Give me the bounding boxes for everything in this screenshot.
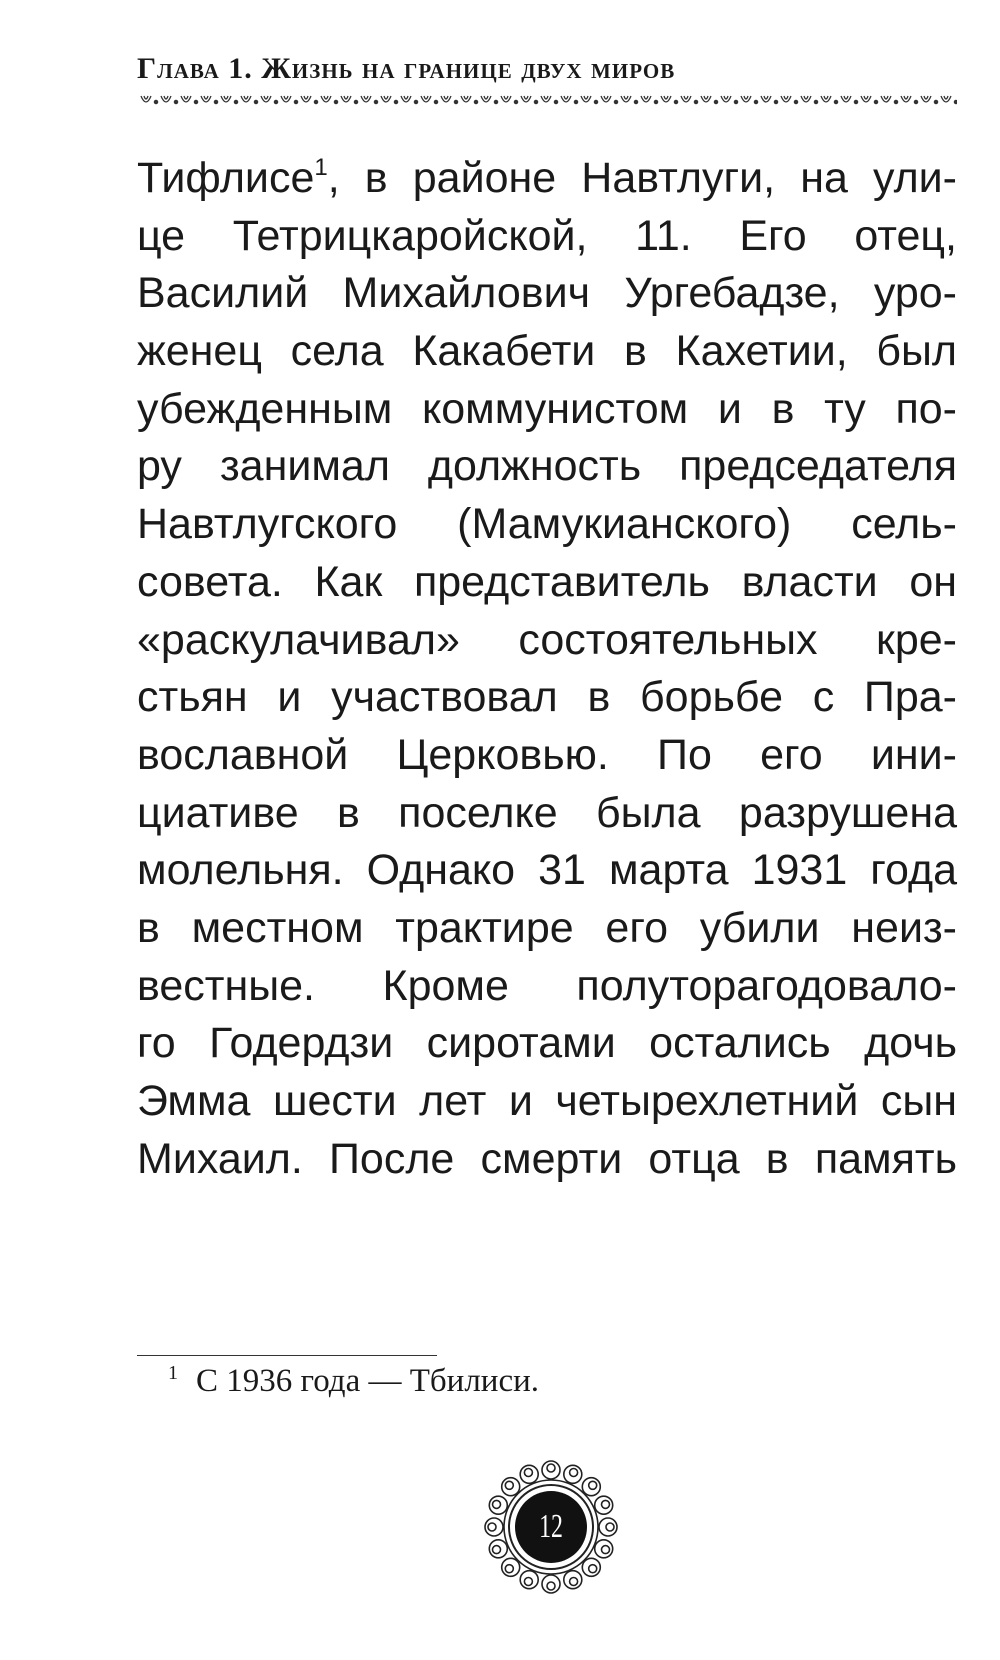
text-line-11: вославной Церковью. По его ини-: [137, 730, 957, 779]
footnote-reference[interactable]: 1: [314, 153, 328, 181]
text-line-1: [137, 150, 957, 208]
text-line-12: циативе в поселке была разрушена: [137, 788, 957, 837]
text-line-15: вестные. Кроме полуторагодовало-: [137, 961, 957, 1010]
text-line-14: в местном трактире его убили неиз-: [137, 903, 957, 952]
ornamental-divider: [137, 92, 957, 112]
text-line-5: убежденным коммунистом и в ту по-: [137, 384, 957, 433]
text-line-18: Михаил. После смерти отца в память: [137, 1134, 957, 1183]
running-head: Глава 1. Жизнь на границе двух миров: [137, 52, 676, 85]
text-line-3: Василий Михайлович Ургебадзе, уро-: [137, 269, 957, 318]
main-text: [137, 150, 957, 1188]
text-line-7: Навтлугского (Мамукианского) сель-: [137, 500, 957, 549]
text-line-10: стьян и участвовал в борьбе с Пра-: [137, 673, 957, 722]
text-line-6: ру занимал должность председателя: [137, 442, 957, 491]
text-line-13: молельня. Однако 31 марта 1931 года: [137, 846, 957, 895]
text-line-2: це Тетрицкаройской, 11. Его отец,: [137, 211, 957, 260]
page-number: 12: [539, 1508, 563, 1545]
text-line-4: женец села Какабети в Кахетии, был: [137, 327, 957, 376]
text-line-1-end: , в районе Навтлуги, на ули-: [327, 154, 957, 202]
text-line-8: совета. Как представитель власти он: [137, 557, 957, 606]
text-line-17: Эмма шести лет и четырехлетний сын: [137, 1077, 957, 1125]
footnote: [168, 1362, 539, 1400]
text-line-16: го Годердзи сиротами остались дочь: [137, 1019, 957, 1068]
footnote-mark: 1: [168, 1362, 178, 1384]
text-line-1-start: Тифлисе: [137, 154, 315, 202]
footnote-text: С 1936 года — Тбилиси.: [196, 1363, 540, 1399]
text-line-9: «раскулачивал» состоятельных кре-: [137, 615, 957, 664]
footnote-separator: [137, 1355, 437, 1356]
